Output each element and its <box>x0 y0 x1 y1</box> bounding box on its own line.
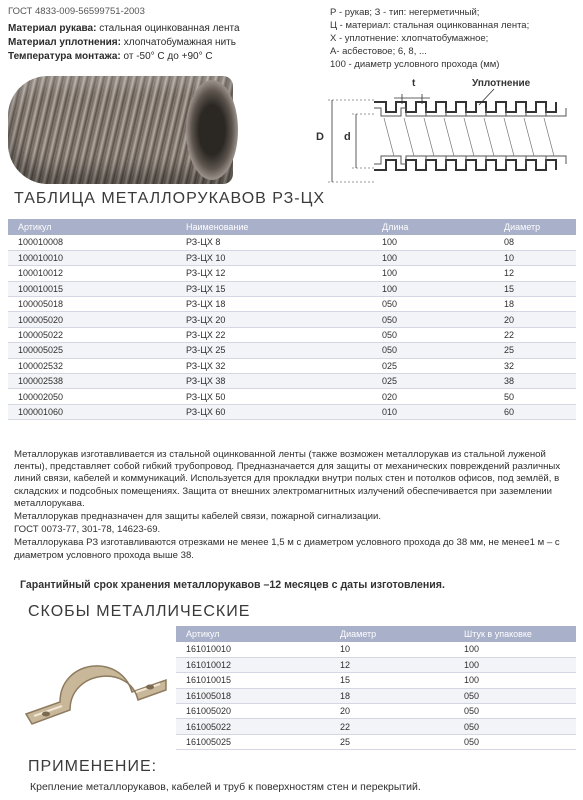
table-cell: 100005018 <box>8 297 176 312</box>
warranty-note: Гарантийный срок хранения металлорукавов –12 месяцев с даты изготовления. <box>20 579 445 591</box>
table-row <box>176 673 576 688</box>
table-row <box>8 404 576 419</box>
spec-block <box>8 6 298 65</box>
table-cell: 12 <box>494 266 576 281</box>
table-cell: 050 <box>454 688 576 703</box>
table-cell: РЗ-ЦХ 15 <box>176 281 372 296</box>
hose-table-body <box>8 235 576 420</box>
clamps-table-body <box>176 642 576 750</box>
table-cell: РЗ-ЦХ 60 <box>176 404 372 419</box>
description-paragraph: ГОСТ 0073-77, 301-78, 14623-69. <box>14 524 161 536</box>
metal-clamp-photo <box>20 630 170 750</box>
legend-line: 100 - диаметр условного прохода (мм) <box>330 59 500 70</box>
table-cell: РЗ-ЦХ 10 <box>176 250 372 265</box>
table-cell: 60 <box>494 404 576 419</box>
column-header: Длина <box>372 219 494 235</box>
table-cell: 161005020 <box>176 704 330 719</box>
table-cell: 161010010 <box>176 642 330 657</box>
table-header-row <box>8 219 576 235</box>
table-cell: 025 <box>372 374 494 389</box>
table-cell: 100005022 <box>8 327 176 342</box>
column-header: Диаметр <box>330 626 454 642</box>
gost-code: ГОСТ 4833-009-56599751-2003 <box>8 6 145 17</box>
table-cell: 22 <box>330 719 454 734</box>
table-cell: 161005022 <box>176 719 330 734</box>
table-cell: РЗ-ЦХ 25 <box>176 343 372 358</box>
table-cell: 25 <box>330 734 454 749</box>
table-cell: 15 <box>494 281 576 296</box>
table-cell: 50 <box>494 389 576 404</box>
description-paragraph: Металлорукав предназначен для защиты кабелей связи, пожарной сигнализации. <box>14 511 382 523</box>
table-cell: 050 <box>372 312 494 327</box>
clamps-title: СКОБЫ МЕТАЛЛИЧЕСКИЕ <box>28 603 251 620</box>
table-cell: 20 <box>330 704 454 719</box>
table-row <box>8 297 576 312</box>
table-cell: 050 <box>454 704 576 719</box>
table-cell: РЗ-ЦХ 20 <box>176 312 372 327</box>
table-cell: 050 <box>372 327 494 342</box>
table-row <box>8 235 576 250</box>
legend-line: Х - уплотнение: хлопчатобумажное; <box>330 33 489 44</box>
table-cell: 100010015 <box>8 281 176 296</box>
table-cell: 050 <box>454 719 576 734</box>
table-cell: 161005025 <box>176 734 330 749</box>
seal-label: Уплотнение <box>472 78 531 89</box>
column-header: Артикул <box>176 626 330 642</box>
legend-line: А- асбестовое; 6, 8, ... <box>330 46 427 57</box>
table-cell: 161010015 <box>176 673 330 688</box>
description-text <box>14 449 574 563</box>
table-cell: 050 <box>372 297 494 312</box>
dim-D-label: D <box>316 131 324 143</box>
spec-row: Материал рукава: стальная оцинкованная лента <box>8 23 240 34</box>
table-cell: РЗ-ЦХ 38 <box>176 374 372 389</box>
table-cell: 100010012 <box>8 266 176 281</box>
table-cell: 100 <box>454 657 576 672</box>
table-cell: 050 <box>372 343 494 358</box>
column-header: Наименование <box>176 219 372 235</box>
legend-line: Р - рукав; З - тип: негерметичный; <box>330 7 480 18</box>
dim-t-label: t <box>412 78 416 89</box>
table-cell: 025 <box>372 358 494 373</box>
table-cell: 22 <box>494 327 576 342</box>
table-cell: 100002532 <box>8 358 176 373</box>
table-row <box>8 358 576 373</box>
table-row <box>8 389 576 404</box>
table-cell: 18 <box>330 688 454 703</box>
spec-row: Температура монтажа: от -50° С до +90° С <box>8 51 213 62</box>
clamps-table <box>176 626 576 750</box>
dim-d-label: d <box>344 131 351 143</box>
table-row <box>176 719 576 734</box>
table-cell: РЗ-ЦХ 32 <box>176 358 372 373</box>
hose-table <box>8 219 576 420</box>
table-cell: 100 <box>454 673 576 688</box>
table-cell: РЗ-ЦХ 22 <box>176 327 372 342</box>
spec-row: Материал уплотнения: хлопчатобумажная нить <box>8 37 236 48</box>
table-cell: 020 <box>372 389 494 404</box>
column-header: Артикул <box>8 219 176 235</box>
table-cell: 010 <box>372 404 494 419</box>
table-row <box>176 734 576 749</box>
hose-cross-section-diagram <box>314 74 578 186</box>
table-cell: РЗ-ЦХ 12 <box>176 266 372 281</box>
table-cell: 10 <box>330 642 454 657</box>
table-row <box>176 657 576 672</box>
application-title: ПРИМЕНЕНИЕ: <box>28 758 158 775</box>
table-cell: 100 <box>372 235 494 250</box>
table-row <box>8 250 576 265</box>
table-cell: 100005025 <box>8 343 176 358</box>
table-row <box>176 642 576 657</box>
table-cell: 100005020 <box>8 312 176 327</box>
application-text: Крепление металлорукавов, кабелей и труб к поверхностям стен и перекрытий. <box>30 781 421 793</box>
table-cell: 10 <box>494 250 576 265</box>
table-cell: 100010010 <box>8 250 176 265</box>
description-paragraph: Металлорукава РЗ изготавливаются отрезками не менее 1,5 м с диаметром условного прохода до 38 мм, не менее1 м – с диаметром условного прохода выше 38. <box>14 537 560 561</box>
designation-legend <box>330 6 580 71</box>
table-row <box>8 327 576 342</box>
table-cell: РЗ-ЦХ 18 <box>176 297 372 312</box>
table-row <box>8 266 576 281</box>
column-header: Диаметр <box>494 219 576 235</box>
table-cell: 100002050 <box>8 389 176 404</box>
table-cell: 100 <box>372 281 494 296</box>
table-cell: 100010008 <box>8 235 176 250</box>
table-cell: 15 <box>330 673 454 688</box>
table-cell: 25 <box>494 343 576 358</box>
table-cell: 050 <box>454 734 576 749</box>
table-cell: 20 <box>494 312 576 327</box>
table-row <box>8 281 576 296</box>
table-cell: РЗ-ЦХ 8 <box>176 235 372 250</box>
table-cell: 161010012 <box>176 657 330 672</box>
table-cell: 100002538 <box>8 374 176 389</box>
column-header: Штук в упаковке <box>454 626 576 642</box>
product-header <box>8 6 578 186</box>
table-cell: 100 <box>454 642 576 657</box>
table-cell: 100 <box>372 266 494 281</box>
table-row <box>8 312 576 327</box>
table-row <box>8 374 576 389</box>
table-row <box>8 343 576 358</box>
table-cell: 18 <box>494 297 576 312</box>
table-cell: 08 <box>494 235 576 250</box>
table-cell: 100001060 <box>8 404 176 419</box>
table-cell: РЗ-ЦХ 50 <box>176 389 372 404</box>
description-paragraph: Металлорукав изготавливается из стальной оцинкованной ленты (также возможен металлорукав из стальной луженой ленты), представляет собой гибкий трубопровод. Предназначается для защиты от механических повреждений различных линий связи, кабелей и коммуникаций. Используется для прокладки внутри полых стен и потолков офисов, под землёй, в складских и подсобных помещениях. Защита от внешних электромагнитных излучений обеспечивается при заземлении металлорукава. <box>14 449 561 509</box>
table-cell: 100 <box>372 250 494 265</box>
table-cell: 12 <box>330 657 454 672</box>
table-cell: 161005018 <box>176 688 330 703</box>
table-cell: 38 <box>494 374 576 389</box>
hose-table-title: ТАБЛИЦА МЕТАЛЛОРУКАВОВ РЗ-ЦХ <box>14 190 326 207</box>
table-cell: 32 <box>494 358 576 373</box>
table-row <box>176 704 576 719</box>
metal-hose-end <box>186 80 238 180</box>
legend-line: Ц - материал: стальная оцинкованная лента; <box>330 20 530 31</box>
table-row <box>176 688 576 703</box>
table-header-row <box>176 626 576 642</box>
